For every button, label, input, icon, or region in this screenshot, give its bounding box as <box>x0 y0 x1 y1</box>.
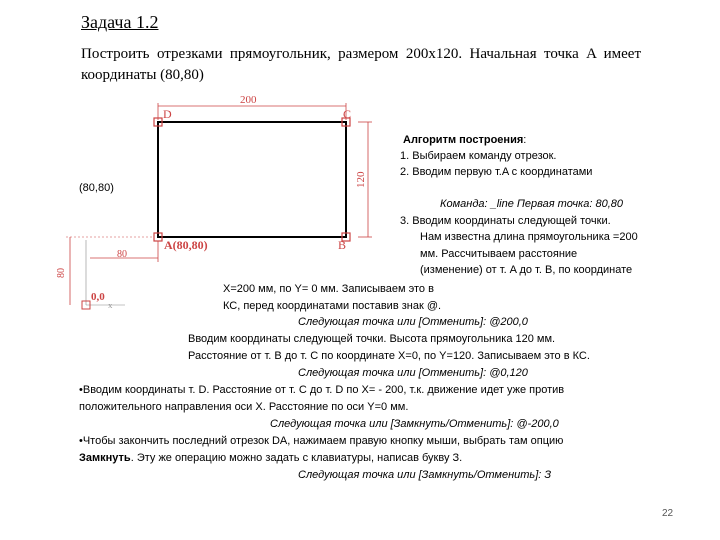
bullet-2-line-b-rest: . Эту же операцию можно задать с клавиатуры, написав букву З. <box>130 452 463 464</box>
command-1: Команда: _line Первая точка: 80,80 <box>440 198 623 210</box>
algorithm-heading-text: Алгоритм построения <box>403 134 524 146</box>
vertex-d-label: D <box>163 107 172 121</box>
vertex-c-label: C <box>343 107 352 121</box>
dim-right-label: 120 <box>355 171 367 188</box>
bullet-1-line-b: положительного направления оси X. Расстояние по оси Y=0 мм. <box>79 401 409 413</box>
task-statement: Построить отрезками прямоугольник, размером 200х120. Начальная точка A имеет координаты (80,80) <box>81 46 641 83</box>
step-1: 1. Выбираем команду отрезок. <box>400 150 557 162</box>
origin-label: 0,0 <box>91 291 105 303</box>
dim-top-label: 200 <box>240 94 257 106</box>
close-option-bold: Замкнуть <box>79 452 131 464</box>
bullet-2-line-a: •Чтобы закончить последний отрезок DA, нажимаем правую кнопку мыши, выбрать там опцию <box>79 435 564 447</box>
vertex-b-label: B <box>338 238 347 252</box>
bullet-1-line-a: •Вводим координаты т. D. Расстояние от т. C до т. D по X= - 200, т.к. движение идет уже против <box>79 384 565 396</box>
axis-x-label: X <box>108 304 113 310</box>
coord-label: (80,80) <box>79 182 114 194</box>
step-3-line-d: X=200 мм, по Y= 0 мм. Записываем это в <box>223 283 434 295</box>
step-4-line-a: Вводим координаты следующей точки. Высота прямоугольника 120 мм. <box>188 333 556 345</box>
bullet-2-line-b <box>79 451 462 466</box>
step-3-line-e: КС, перед координатами поставив знак @. <box>223 300 442 312</box>
step-2: 2. Вводим первую т.A с координатами <box>400 166 593 178</box>
page-number: 22 <box>662 508 674 519</box>
rectangle <box>158 122 346 237</box>
command-4: Следующая точка или [Замкнуть/Отменить]: @-200,0 <box>270 418 559 430</box>
step-3-line-a: Нам известна длина прямоугольника =200 <box>420 231 638 243</box>
dim-left-label: 80 <box>117 249 127 260</box>
command-3: Следующая точка или [Отменить]: @0,120 <box>298 367 528 379</box>
slide-title: Задача 1.2 <box>81 12 159 32</box>
step-4-line-b: Расстояние от т. B до т. C по координате X=0, по Y=120. Записываем это в КС. <box>188 350 590 362</box>
step-3: 3. Вводим координаты следующей точки. <box>400 215 611 227</box>
command-5: Следующая точка или [Замкнуть/Отменить]: З <box>298 469 552 481</box>
step-3-line-c: (изменение) от т. A до т. B, по координате <box>420 264 633 276</box>
step-3-line-b: мм. Рассчитываем расстояние <box>420 248 578 260</box>
command-2: Следующая точка или [Отменить]: @200,0 <box>298 316 528 328</box>
dim-vertical-label: 80 <box>56 268 67 278</box>
algorithm-heading: Алгоритм построения: <box>403 134 527 146</box>
vertex-a-label: A(80,80) <box>164 238 208 252</box>
